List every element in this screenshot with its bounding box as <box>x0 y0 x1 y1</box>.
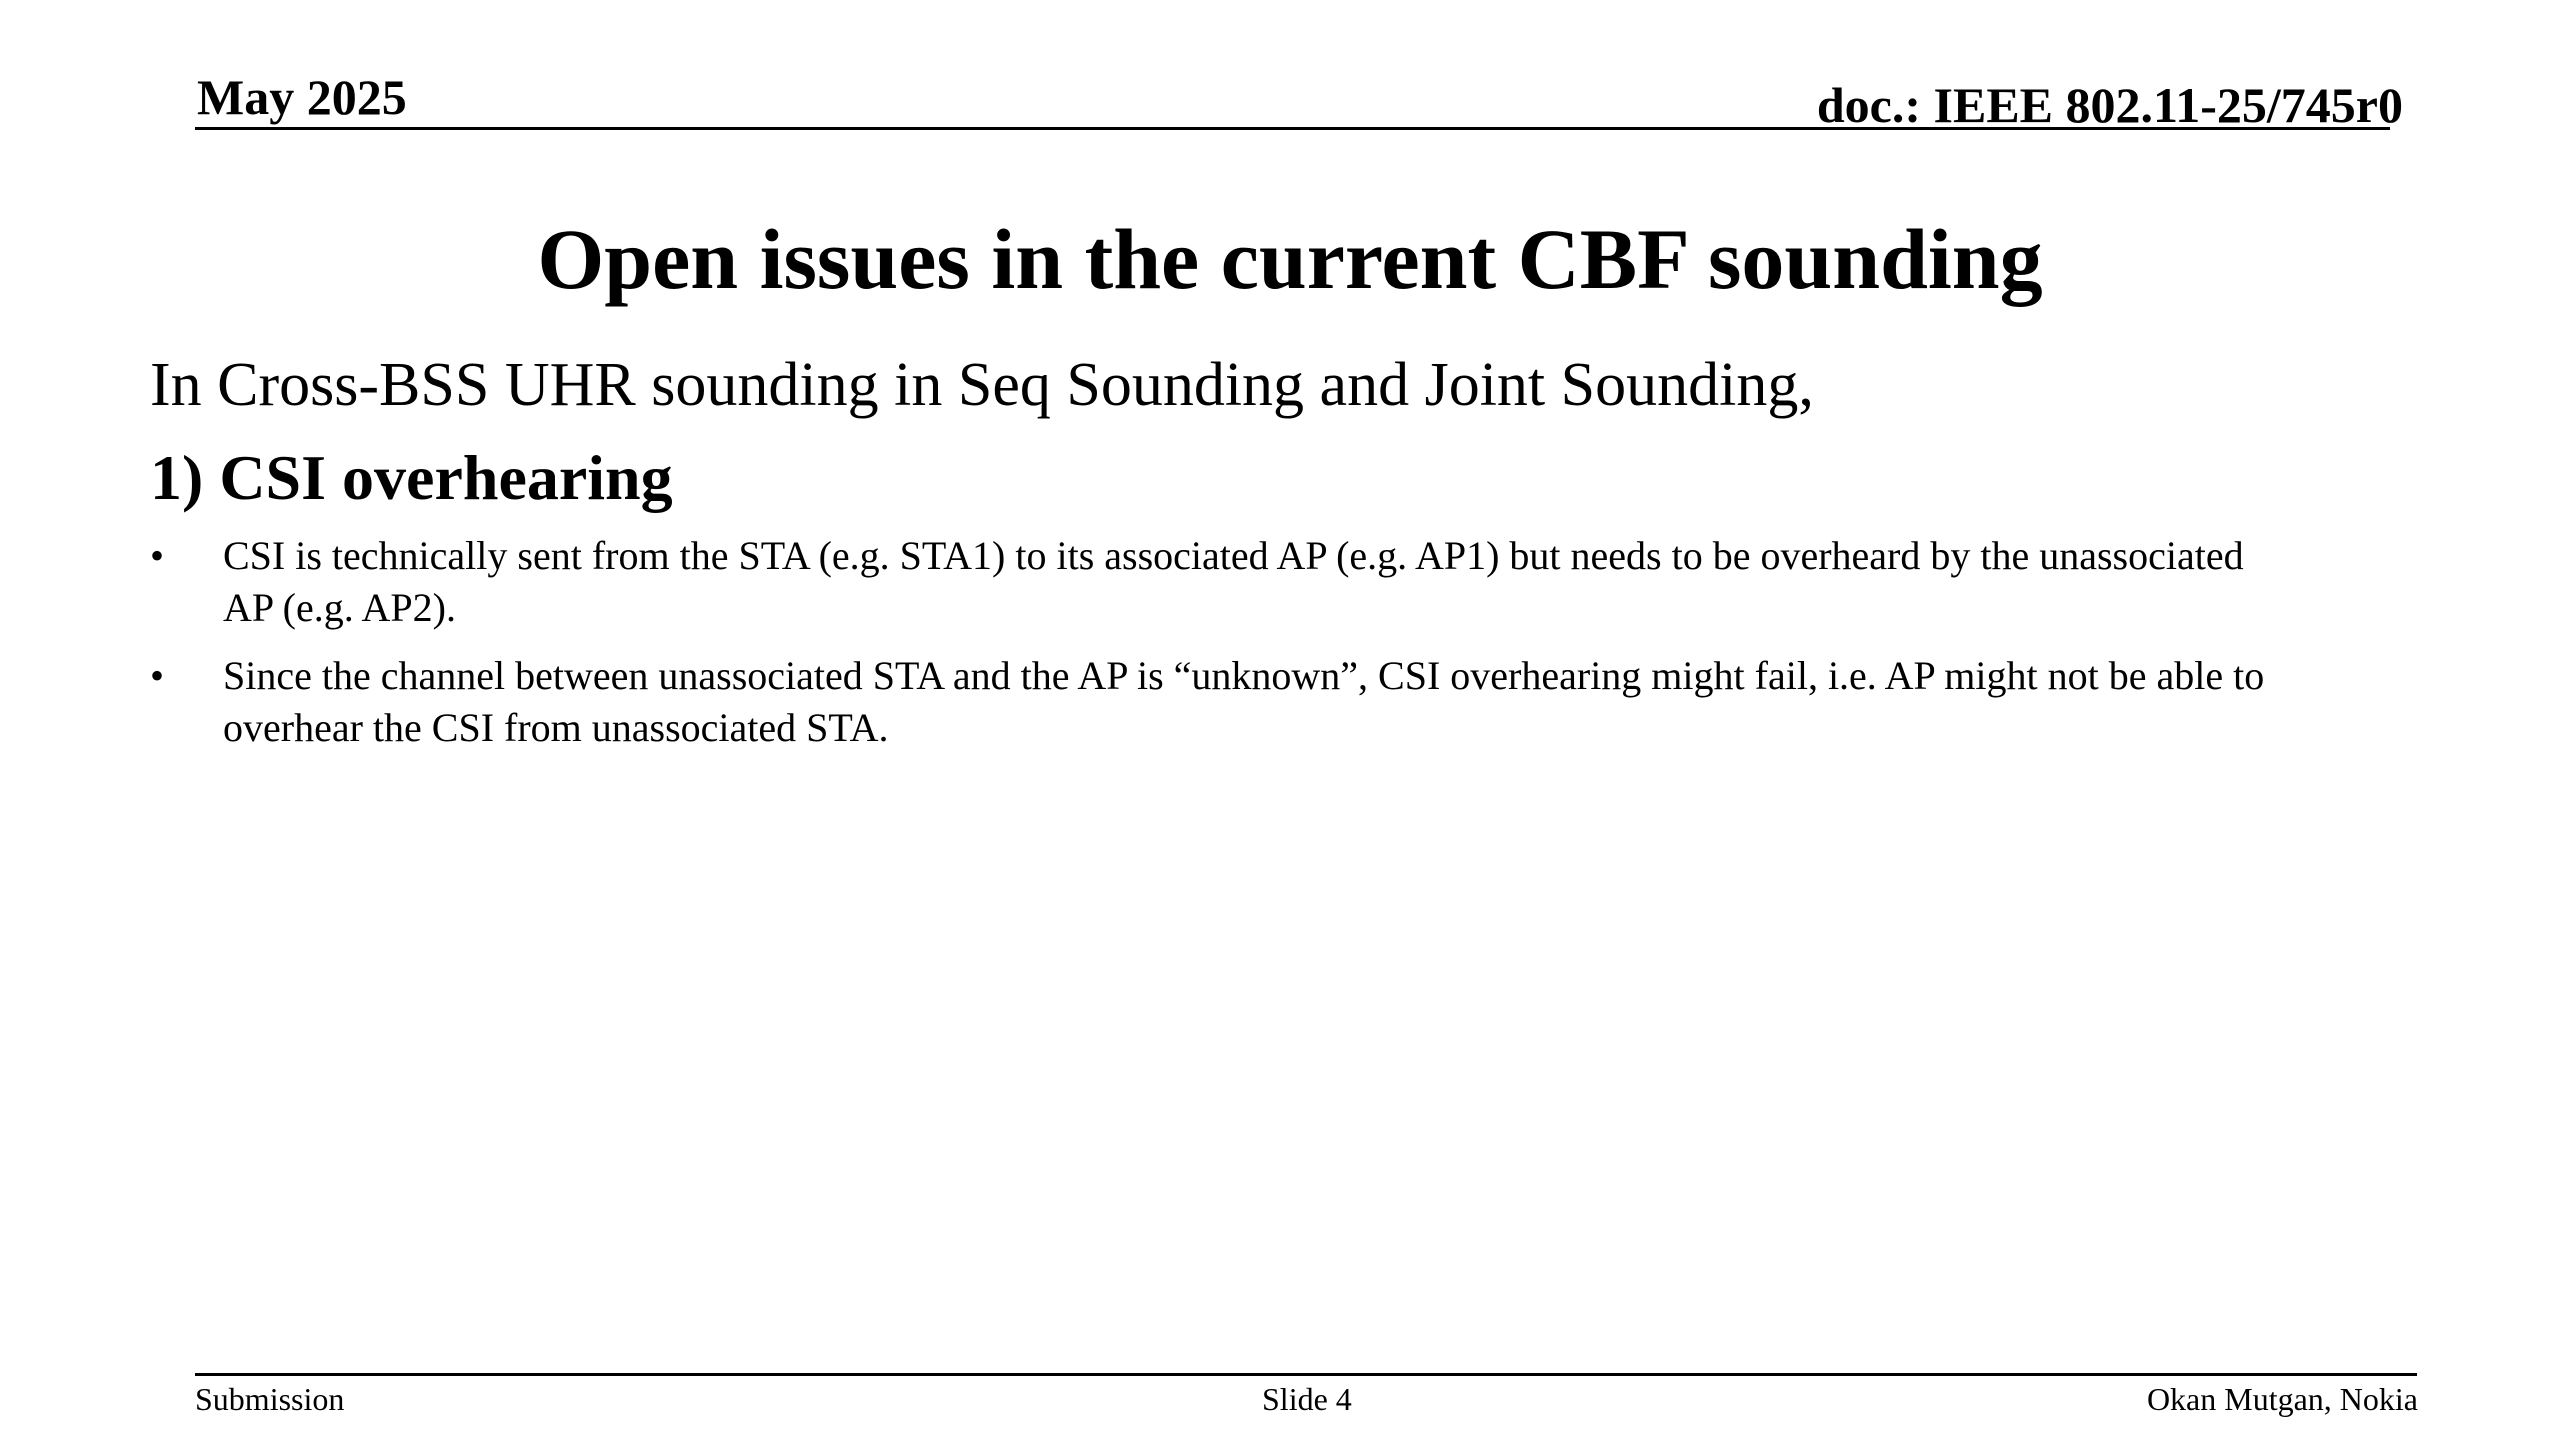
bullet-text: Since the channel between unassociated STA and the AP is “unknown”, CSI overhearing might fail, i.e. AP might not be able to overhear the CSI from unassociated STA. <box>223 653 2265 750</box>
bullet-marker: • <box>150 533 165 578</box>
slide-title: Open issues in the current CBF sounding <box>537 211 2043 307</box>
bullet-item <box>150 530 2300 634</box>
bullet-list <box>150 530 2300 770</box>
footer-slide-number: Slide 4 <box>1262 1381 1352 1417</box>
footer-submission: Submission <box>195 1381 345 1417</box>
intro-text: In Cross-BSS UHR sounding in Seq Sounding and Joint Sounding, <box>150 351 1814 419</box>
bullet-text: CSI is technically sent from the STA (e.g. STA1) to its associated AP (e.g. AP1) but needs to be overheard by the unassociated AP (e.g. AP2). <box>223 533 2244 630</box>
header-date: May 2025 <box>197 69 407 125</box>
footer-divider <box>195 1373 2417 1376</box>
header-document-id: doc.: IEEE 802.11-25/745r0 <box>1816 77 2403 133</box>
section-heading: 1) CSI overhearing <box>150 442 673 513</box>
footer-author: Okan Mutgan, Nokia <box>2146 1381 2418 1417</box>
bullet-item <box>150 650 2300 754</box>
bullet-marker: • <box>150 653 165 698</box>
header-divider <box>195 127 2390 130</box>
